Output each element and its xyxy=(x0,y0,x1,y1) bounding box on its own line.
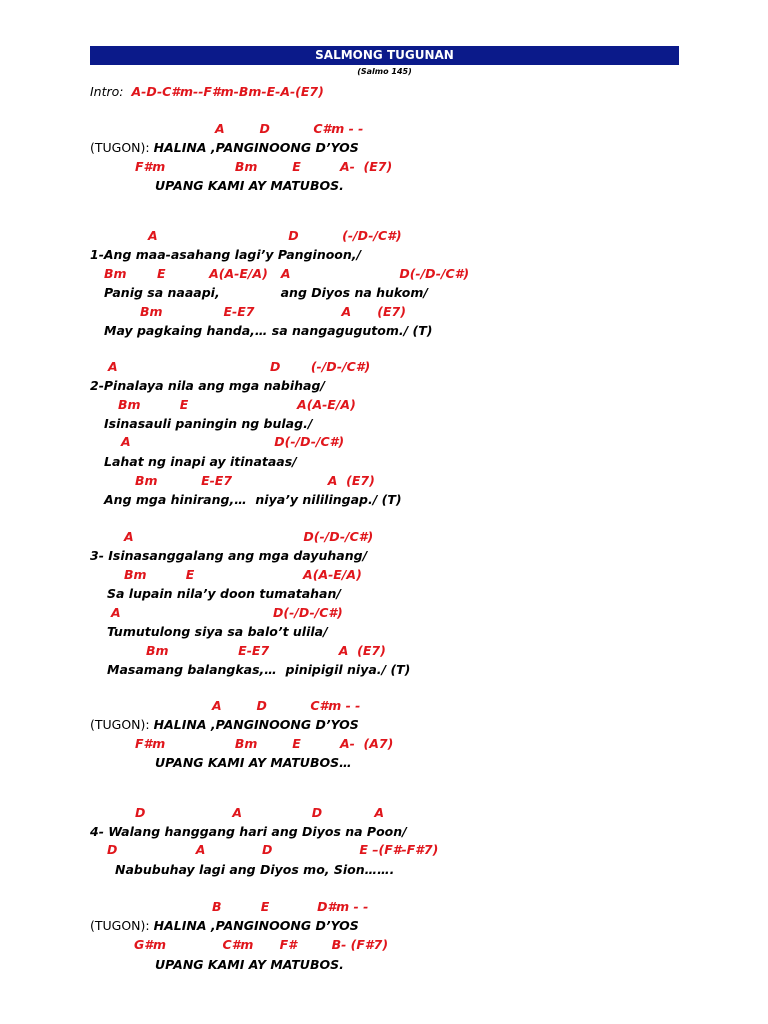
verse4-chords-1: D A D A xyxy=(135,805,384,820)
tugon2-chords-1: A D C#m - - xyxy=(212,698,361,713)
tugon2-lyric-2: UPANG KAMI AY MATUBOS… xyxy=(155,755,352,770)
verse2-lyric-4: Ang mga hinirang,… niya’y nililingap./ (T) xyxy=(104,492,402,507)
verse2-lyric-3: Lahat ng inapi ay itinataas/ xyxy=(104,454,297,469)
tugon1-line-1 xyxy=(90,140,359,156)
verse2-chords-4: Bm E-E7 A (E7) xyxy=(135,473,375,488)
verse2-chords-1: A D (-/D-/C#) xyxy=(108,359,371,374)
tugon-label: (TUGON): xyxy=(90,140,154,155)
verse1-lyric-2: Panig sa naaapi, ang Diyos na hukom/ xyxy=(104,285,428,300)
tugon3-chords-2: G#m C#m F# B- (F#7) xyxy=(134,937,389,952)
title-bar xyxy=(90,46,679,65)
tugon-label: (TUGON): xyxy=(90,918,154,933)
verse3-chords-1: A D(-/D-/C#) xyxy=(124,529,374,544)
tugon3-chords-1: B E D#m - - xyxy=(212,899,369,914)
verse2-chords-2: Bm E A(A-E/A) xyxy=(118,397,356,412)
tugon2-lyric-1: HALINA ,PANGINOONG D’YOS xyxy=(153,717,359,732)
verse1-lyric-3: May pagkaing handa,… sa nangagugutom./ (T) xyxy=(104,323,433,338)
tugon2-line-1 xyxy=(90,717,359,733)
verse1-lyric-1: 1-Ang maa-asahang lagi’y Panginoon,/ xyxy=(90,247,362,262)
tugon1-lyric-2: UPANG KAMI AY MATUBOS. xyxy=(155,178,344,193)
verse2-chords-3: A D(-/D-/C#) xyxy=(121,434,345,449)
verse2-lyric-1: 2-Pinalaya nila ang mga nabihag/ xyxy=(90,378,325,393)
tugon1-lyric-1: HALINA ,PANGINOONG D’YOS xyxy=(153,140,359,155)
song-title: SALMONG TUGUNAN xyxy=(315,48,454,62)
tugon1-chords-1: A D C#m - - xyxy=(215,121,364,136)
verse3-lyric-2: Sa lupain nila’y doon tumatahan/ xyxy=(107,586,341,601)
tugon2-chords-2: F#m Bm E A- (A7) xyxy=(135,736,394,751)
verse4-lyric-2: Nabubuhay lagi ang Diyos mo, Sion……. xyxy=(115,862,395,877)
verse2-lyric-2: Isinasauli paningin ng bulag./ xyxy=(104,416,313,431)
verse1-chords-2: Bm E A(A-E/A) A D(-/D-/C#) xyxy=(104,266,470,281)
verse3-chords-4: Bm E-E7 A (E7) xyxy=(146,643,386,658)
tugon3-lyric-2: UPANG KAMI AY MATUBOS. xyxy=(155,957,344,972)
verse3-lyric-4: Masamang balangkas,… pinipigil niya./ (T) xyxy=(107,662,411,677)
verse3-chords-3: A D(-/D-/C#) xyxy=(111,605,343,620)
tugon1-chords-2: F#m Bm E A- (E7) xyxy=(135,159,393,174)
tugon3-line-1 xyxy=(90,918,359,934)
verse4-chords-2: D A D E –(F#-F#7) xyxy=(107,842,439,857)
verse3-lyric-1: 3- Isinasanggalang ang mga dayuhang/ xyxy=(90,548,368,563)
intro-label: Intro: xyxy=(90,84,124,99)
verse3-chords-2: Bm E A(A-E/A) xyxy=(124,567,362,582)
tugon3-lyric-1: HALINA ,PANGINOONG D’YOS xyxy=(153,918,359,933)
verse1-chords-1: A D (-/D-/C#) xyxy=(148,228,402,243)
verse3-lyric-3: Tumutulong siya sa balo’t ulila/ xyxy=(107,624,328,639)
verse1-chords-3: Bm E-E7 A (E7) xyxy=(140,304,406,319)
verse4-lyric-1: 4- Walang hanggang hari ang Diyos na Poon/ xyxy=(90,824,407,839)
tugon-label: (TUGON): xyxy=(90,717,154,732)
intro-line xyxy=(90,84,324,99)
psalm-reference: (Salmo 145) xyxy=(357,67,412,76)
intro-chords: A-D-C#m--F#m-Bm-E-A-(E7) xyxy=(131,84,324,99)
